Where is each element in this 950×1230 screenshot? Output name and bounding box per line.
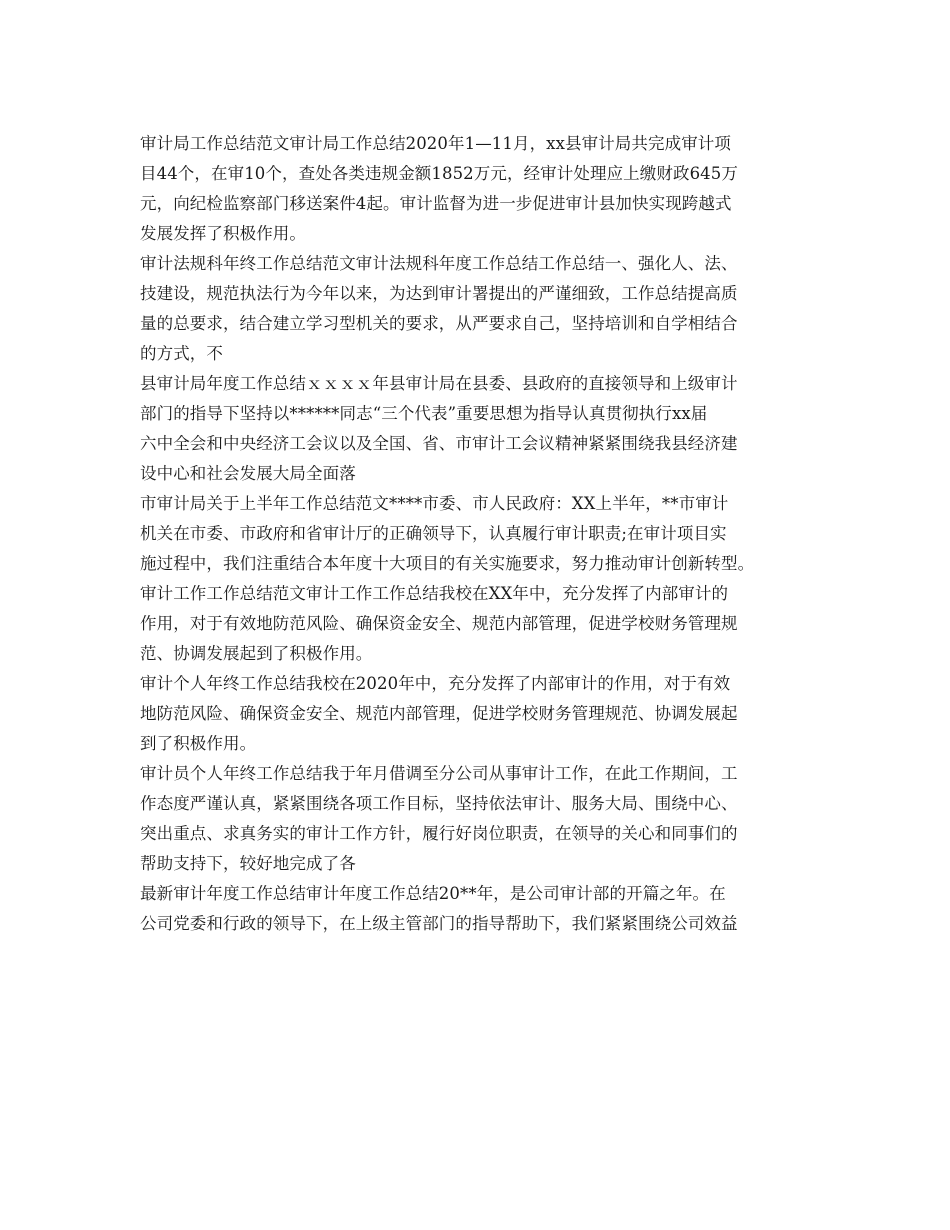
text-line: 机关在市委、市政府和省审计厅的正确领导下，认真履行审计职责;在审计项目实	[140, 524, 727, 543]
text-line: 设中心和社会发展大局全面落	[140, 464, 356, 483]
text-line: 最新审计年度工作总结审计年度工作总结20**年，是公司审计部的开篇之年。在	[140, 884, 726, 903]
text-line: 审计个人年终工作总结我校在2020年中，充分发挥了内部审计的作用，对于有效	[140, 674, 731, 693]
text-line: 审计员个人年终工作总结我于年月借调至分公司从事审计工作，在此工作期间，工	[140, 764, 738, 783]
text-line: 审计法规科年终工作总结范文审计法规科年度工作总结工作总结一、强化人、法、	[140, 254, 738, 273]
text-line: 突出重点、求真务实的审计工作方针，履行好岗位职责，在领导的关心和同事们的	[140, 824, 738, 843]
text-line: 县审计局年度工作总结ｘｘｘｘ年县审计局在县委、县政府的直接领导和上级审计	[140, 374, 738, 393]
text-line: 作态度严谨认真，紧紧围绕各项工作目标，坚持依法审计、服务大局、围绕中心、	[140, 794, 738, 813]
text-line: 到了积极作用。	[140, 734, 257, 753]
text-line: 施过程中，我们注重结合本年度十大项目的有关实施要求，努力推动审计创新转型。	[140, 554, 755, 573]
document-body	[140, 129, 805, 939]
text-line: 元，向纪检监察部门移送案件4起。审计监督为进一步促进审计县加快实现跨越式	[140, 194, 732, 213]
text-line: 公司党委和行政的领导下，在上级主管部门的指导帮助下，我们紧紧围绕公司效益	[140, 914, 738, 933]
text-line: 发展发挥了积极作用。	[140, 224, 306, 243]
text-line: 部门的指导下坚持以******同志“三个代表”重要思想为指导认真贯彻执行xx届	[140, 404, 708, 423]
paragraph-regulations-section-summary	[140, 249, 805, 369]
text-line: 范、协调发展起到了积极作用。	[140, 644, 373, 663]
paragraph-audit-work-summary	[140, 579, 805, 669]
text-line: 审计局工作总结范文审计局工作总结2020年1—11月，xx县审计局共完成审计项	[140, 134, 731, 153]
paragraph-auditor-year-end	[140, 759, 805, 879]
text-line: 六中全会和中央经济工会议以及全国、省、市审计工会议精神紧紧围绕我县经济建	[140, 434, 738, 453]
text-line: 审计工作工作总结范文审计工作工作总结我校在XX年中，充分发挥了内部审计的	[140, 584, 729, 603]
paragraph-latest-annual-summary	[140, 879, 805, 939]
text-line: 市审计局关于上半年工作总结范文****市委、市人民政府：XX上半年，**市审计	[140, 494, 729, 513]
text-line: 技建设，规范执法行为今年以来，为达到审计署提出的严谨细致，工作总结提高质	[140, 284, 738, 303]
paragraph-city-bureau-half-year	[140, 489, 805, 579]
text-line: 作用，对于有效地防范风险、确保资金安全、规范内部管理，促进学校财务管理规	[140, 614, 738, 633]
text-line: 目44个，在审10个，查处各类违规金额1852万元，经审计处理应上缴财政645万	[140, 164, 738, 183]
text-line: 帮助支持下，较好地完成了各	[140, 854, 356, 873]
text-line: 量的总要求，结合建立学习型机关的要求，从严要求自己，坚持培训和自学相结合	[140, 314, 738, 333]
paragraph-county-bureau-summary	[140, 369, 805, 489]
paragraph-audit-bureau-summary	[140, 129, 805, 249]
text-line: 地防范风险、确保资金安全、规范内部管理，促进学校财务管理规范、协调发展起	[140, 704, 738, 723]
text-line: 的方式，不	[140, 344, 223, 363]
paragraph-personal-year-end	[140, 669, 805, 759]
